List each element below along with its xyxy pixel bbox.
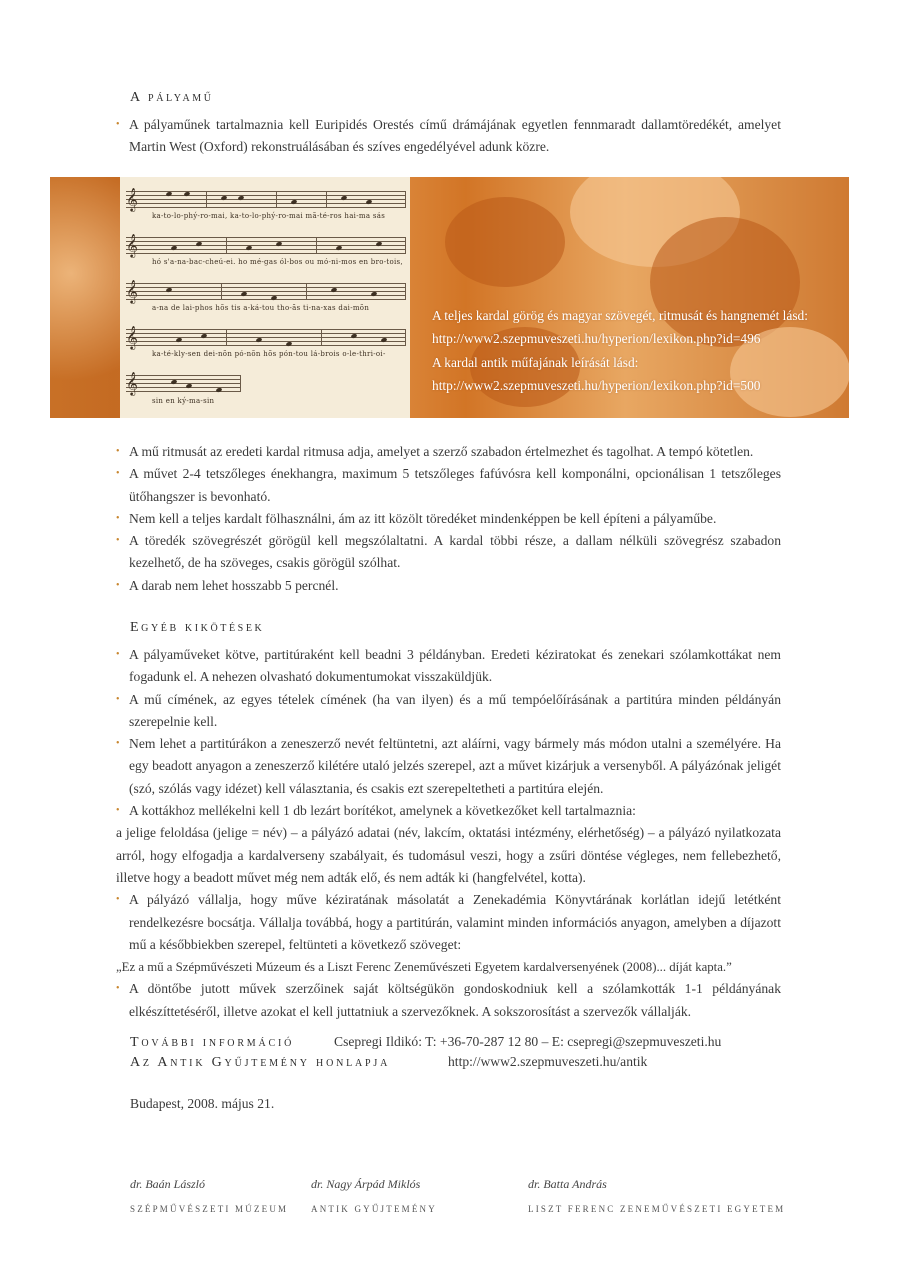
list-item: • Nem kell a teljes kardalt fölhasználni, ám az itt közölt töredéket mindenképpen be kell építeni a pályaműbe. <box>116 508 781 530</box>
section-title-kikotesek: Egyéb kikötések <box>130 620 265 635</box>
document-date: Budapest, 2008. május 21. <box>130 1096 275 1111</box>
info-label: További információ <box>130 1035 295 1050</box>
list-item: • A töredék szövegrészét görögül kell megszólaltatni. A kardal többi része, a dallam nélküli szövegrész szabadon kezelhető, de ha szöveges, csakis görögül szólhat. <box>116 530 781 575</box>
banner-text <box>432 304 842 398</box>
list-item: • A művet 2-4 tetszőleges énekhangra, maximum 5 tetszőleges fafúvósra kell komponálni, opcionálisan 1 tetszőleges ütőhangszer is bevonható. <box>116 463 781 508</box>
list-item-text: a jelige feloldása (jelige = név) – a pályázó adatai (név, lakcím, oktatási intézmény, elérhetőség) – a pályázó nyilatkozata arról, hogy elfogadja a kardalverseny szabályait, és tudomásul veszi, hogy a zsűri döntése végleges, nem fellebezhető, illetve hogy a beadott művet még nem adták elő, és nem adták ki (hangfelvétel, kotta). <box>116 825 781 885</box>
signatory-org: LISZT FERENC ZENEMŰVÉSZETI EGYETEM <box>528 1204 786 1214</box>
treble-clef-icon: 𝄞 <box>126 325 138 349</box>
treble-clef-icon: 𝄞 <box>126 371 138 395</box>
lyric-line: a-na de lai-phos hõs tis a-ká-tou tho-ãs ti-na-xas dai-mõn <box>152 304 370 312</box>
intro-list <box>116 114 781 159</box>
signature-block <box>130 1177 288 1214</box>
info-row-website <box>130 1053 647 1071</box>
treble-clef-icon: 𝄞 <box>126 233 138 257</box>
signatory-name: dr. Nagy Árpád Miklós <box>311 1177 421 1191</box>
signature-block <box>311 1177 437 1214</box>
signatory-org: ANTIK GYŰJTEMÉNY <box>311 1204 437 1214</box>
intro-item: • A pályaműnek tartalmaznia kell Euripidés Orestés című drámájának egyetlen fennmaradt dallamtöredékét, amelyet Martin West (Oxford) rekonstruálásában és szíves engedélyével adunk közre. <box>116 114 781 159</box>
list-item: • A mű címének, az egyes tételek címének (ha van ilyen) és a mű tempóelőírásának a partitúra minden példányán szerepelnie kell. <box>116 689 781 734</box>
list-item <box>116 800 781 889</box>
info-label: Az Antik Gyűjtemény honlapja <box>130 1055 391 1070</box>
quote-text: „Ez a mű a Szépművészeti Múzeum és a Liszt Ferenc Zeneművészeti Egyetem kardalversenyének (2008)... díját kapta.” <box>116 960 732 975</box>
info-row-contact <box>130 1033 721 1051</box>
kikotesek-list <box>116 644 781 1023</box>
contact-info[interactable]: Csepregi Ildikó: T: +36-70-287 12 80 – E: csepregi@szepmuveszeti.hu <box>334 1034 722 1049</box>
section-title-palyamu: A pályamű <box>130 90 214 105</box>
list-item: • A döntőbe jutott művek szerzőinek saját költségükön gondoskodniuk kell a szólamkották 1-1 példányának elkészíttetéséről, illetve azokat el kell juttatniuk a szervezőknek. A sokszorosítást a szervezők vállalják. <box>116 978 781 1023</box>
music-score <box>120 177 410 418</box>
lyric-line: sin en ký-ma-sin <box>152 397 215 405</box>
lyric-line: ka-té-kly-sen dei-nõn pó-nõn hõs pón-tou lá-brois o-le-thri-oi- <box>152 350 386 358</box>
signatory-name: dr. Batta András <box>528 1177 607 1191</box>
website-link[interactable]: http://www2.szepmuveszeti.hu/antik <box>448 1054 648 1069</box>
signatory-name: dr. Baán László <box>130 1177 206 1191</box>
list-item: • Nem lehet a partitúrákon a zeneszerző nevét feltüntetni, azt aláírni, vagy bármely más módon utalni a személyére. Ha egy beadott anyagon a zeneszerző kilétére utaló jelzés szerepel, azt a művet kizárjuk a versenyből. A pályázónak jeligét (szó, szólás vagy idézet) kell választania, és csakis ezt szerepeltetheti a partitúra elején. <box>116 733 781 800</box>
treble-clef-icon: 𝄞 <box>126 279 138 303</box>
palyamu-list <box>116 441 781 597</box>
list-item: • A mű ritmusát az eredeti kardal ritmusa adja, amelyet a szerző szabadon értelmezhet és tagolhat. A tempó kötetlen. <box>116 441 781 463</box>
banner-text-line-1: A teljes kardal görög és magyar szövegét, ritmusát és hangnemét lásd: <box>432 308 808 323</box>
banner-url-1[interactable]: http://www2.szepmuveszeti.hu/hyperion/lexikon.php?id=496 <box>432 331 761 347</box>
lyric-line: ka-to-lo-phý-ro-mai, ka-to-lo-phý-ro-mai mã-té-ros hai-ma sás <box>152 212 386 220</box>
lyric-line: hó s'a-na-bac-cheú-ei. ho mé-gas ól-bos ou mó-ni-mos en bro-tois, <box>152 258 403 266</box>
list-item: • A pályázó vállalja, hogy műve kéziratának másolatát a Zenekadémia Könyvtárának korlátlan idejű letétként rendelkezésre bocsátja. Vállalja továbbá, hogy a partitúrán, valamint minden információs anyagon, amelyben a díjazott mű a későbbiekben szerepel, feltünteti a következő szöveget: <box>116 889 781 956</box>
banner-text-line-2: A kardal antik műfajának leírását lásd: <box>432 354 639 370</box>
list-item: • A darab nem lehet hosszabb 5 percnél. <box>116 575 781 597</box>
signature-block <box>528 1177 785 1214</box>
list-item-text: • A kottákhoz mellékelni kell 1 db lezárt borítékot, amelynek a következőket kell tartalmaznia: <box>129 803 636 819</box>
banner-url-2[interactable]: http://www2.szepmuveszeti.hu/hyperion/lexikon.php?id=500 <box>432 378 761 394</box>
treble-clef-icon: 𝄞 <box>126 187 138 211</box>
list-item: • A pályaműveket kötve, partitúraként kell beadni 3 példányban. Eredeti kéziratokat és zenekari szólamkottákat nem fogadunk el. A nehezen olvasható dokumentumokat visszaküldjük. <box>116 644 781 689</box>
signatory-org: SZÉPMŰVÉSZETI MÚZEUM <box>130 1204 289 1214</box>
